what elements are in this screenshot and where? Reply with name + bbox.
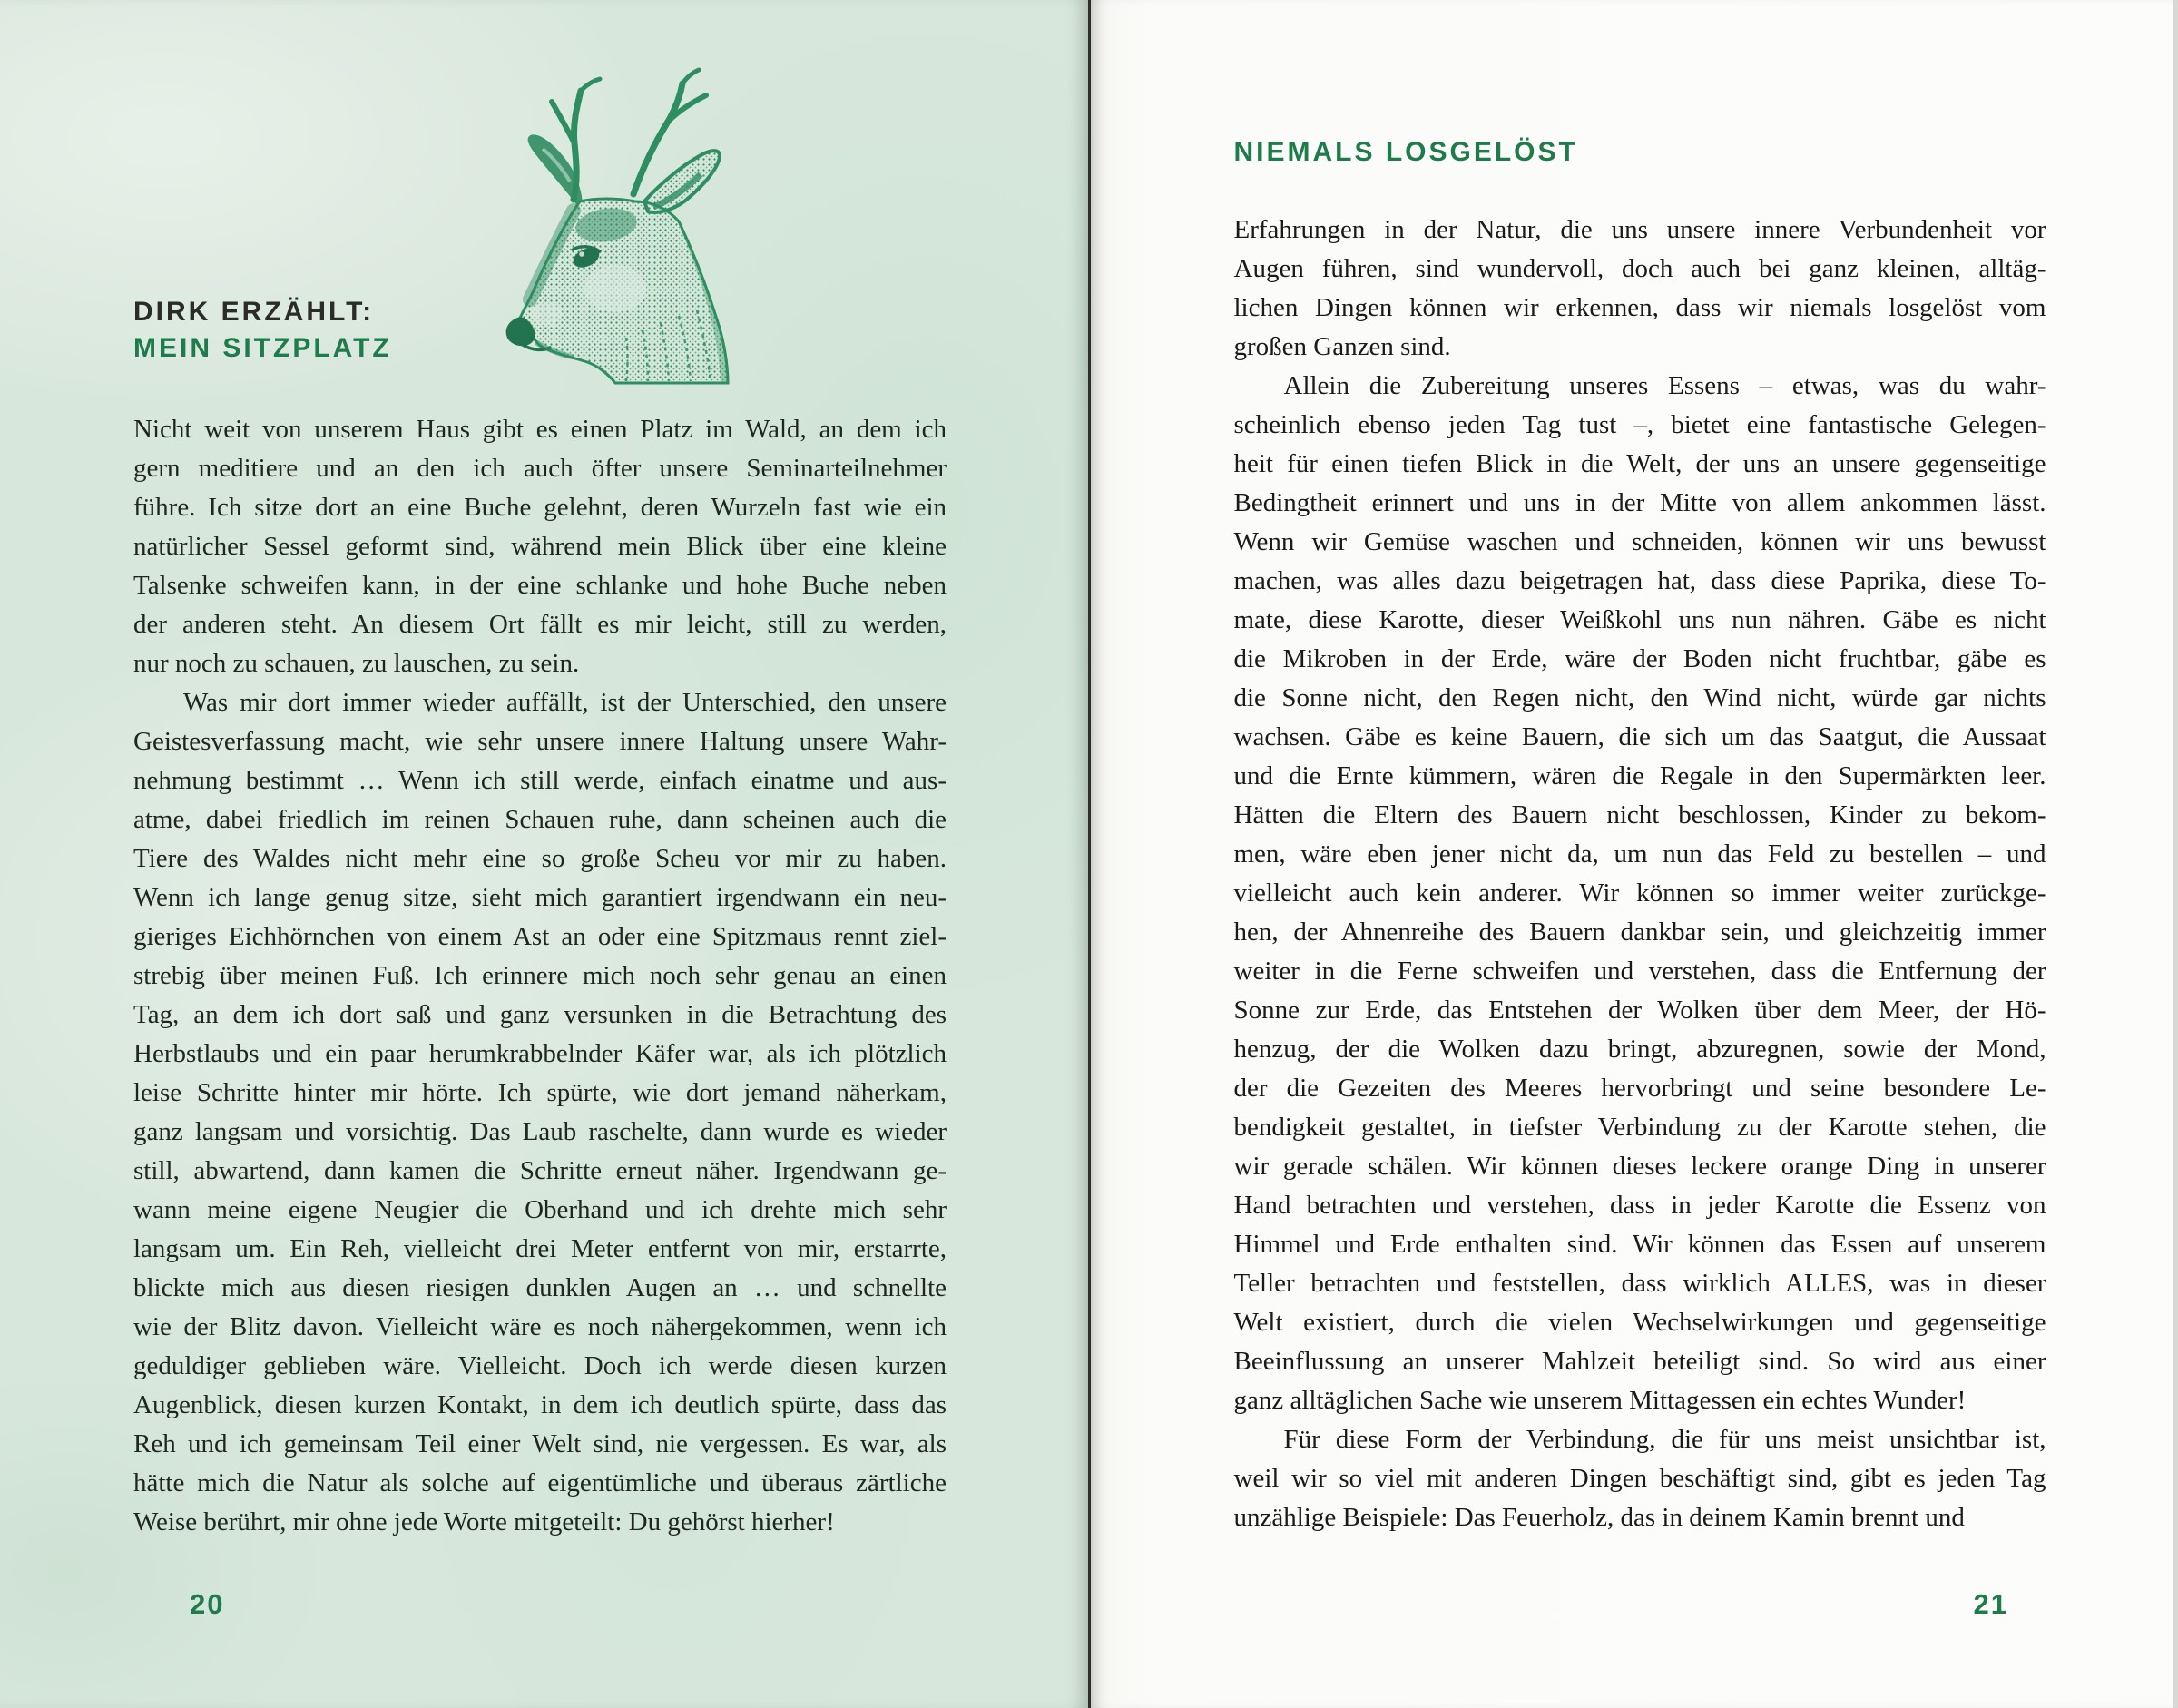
text-line: Nicht weit von unserem Haus gibt es einen Platz im Wald, an dem ich	[133, 415, 947, 444]
text-line: blickte mich aus diesen riesigen dunklen Augen an … und schnellte	[133, 1273, 947, 1302]
page-number-left: 20	[190, 1588, 225, 1620]
text-line: Reh und ich gemeinsam Teil einer Welt sind, nie vergessen. Es war, als	[133, 1429, 947, 1458]
text-line: lichen Dingen können wir erkennen, dass wir niemals losgelöst vom	[1233, 293, 2046, 322]
chapter-title: MEIN SITZPLATZ	[133, 333, 392, 363]
text-line: bendigkeit gestaltet, in tiefster Verbindung zu der Karotte stehen, die	[1233, 1113, 2046, 1142]
text-line: Hätten die Eltern des Bauern nicht beschlossen, Kinder zu bekom-	[1233, 800, 2046, 829]
text-line: Beeinflussung an unserer Mahlzeit beteiligt sind. So wird aus einer	[1233, 1347, 2046, 1376]
text-line: Hand betrachten und verstehen, dass in jeder Karotte die Essenz von	[1233, 1191, 2046, 1220]
text-line: strebig über meinen Fuß. Ich erinnere mich noch sehr genau an einen	[133, 961, 947, 990]
text-line: ganz alltäglichen Sache wie unserem Mittagessen ein echtes Wunder!	[1233, 1386, 1967, 1415]
text-line: Wenn wir Gemüse waschen und schneiden, können wir uns bewusst	[1233, 527, 2046, 556]
text-line: Herbstlaubs und ein paar herumkrabbelnder Käfer war, als ich plötzlich	[133, 1039, 947, 1068]
text-line: Allein die Zubereitung unseres Essens – etwas, was du wahr-	[1283, 371, 2046, 400]
right-page	[1088, 0, 2178, 1708]
text-line: geduldiger geblieben wäre. Vielleicht. Doch ich werde diesen kurzen	[133, 1351, 947, 1380]
text-line: die Sonne nicht, den Regen nicht, den Wind nicht, würde gar nichts	[1233, 683, 2046, 712]
text-line: wie der Blitz davon. Vielleicht wäre es noch nähergekommen, wenn ich	[133, 1312, 947, 1341]
text-line: wann meine eigene Neugier die Oberhand und ich drehte mich sehr	[133, 1195, 947, 1224]
roe-deer-illustration	[490, 65, 735, 385]
text-line: Was mir dort immer wieder auffällt, ist der Unterschied, den unsere	[183, 688, 947, 717]
text-line: weiter in die Ferne schweifen und verstehen, dass die Entfernung der	[1233, 957, 2046, 986]
deer-head-icon	[490, 65, 735, 385]
text-line: Teller betrachten und feststellen, dass wirklich ALLES, was in dieser	[1233, 1269, 2046, 1298]
text-line: henzug, der die Wolken dazu bringt, abzuregnen, sowie der Mond,	[1233, 1035, 2046, 1064]
text-line: ganz langsam und vorsichtig. Das Laub raschelte, dann wurde es wieder	[133, 1117, 947, 1146]
text-line: machen, was alles dazu beigetragen hat, dass diese Paprika, diese To-	[1233, 566, 2046, 595]
text-line: Sonne zur Erde, das Entstehen der Wolken über dem Meer, der Hö-	[1233, 996, 2046, 1025]
text-line: men, wäre eben jener nicht da, um nun das Feld zu bestellen – und	[1233, 839, 2046, 869]
chapter-kicker: DIRK ERZÄHLT:	[133, 297, 375, 327]
text-line: gieriges Eichhörnchen von einem Ast an oder eine Spitzmaus rennt ziel-	[133, 922, 947, 951]
left-page	[0, 0, 1088, 1708]
text-line: scheinlich ebenso jeden Tag tust –, bietet eine fantastische Gelegen-	[1233, 410, 2046, 439]
text-line: mate, diese Karotte, dieser Weißkohl uns nun nähren. Gäbe es nicht	[1233, 605, 2046, 634]
text-line: leise Schritte hinter mir hörte. Ich spürte, wie dort jemand näherkam,	[133, 1078, 947, 1107]
text-line: großen Ganzen sind.	[1233, 332, 1451, 361]
text-line: natürlicher Sessel geformt sind, während mein Blick über eine kleine	[133, 532, 947, 561]
text-line: nur noch zu schauen, zu lauschen, zu sein.	[133, 649, 580, 678]
text-line: führe. Ich sitze dort an eine Buche gelehnt, deren Wurzeln fast wie ein	[133, 493, 947, 522]
text-line: und die Ernte kümmern, wären die Regale in den Supermärkten leer.	[1233, 761, 2046, 790]
text-line: still, abwartend, dann kamen die Schritte erneut näher. Irgendwann ge-	[133, 1156, 947, 1185]
text-line: Wenn ich lange genug sitze, sieht mich garantiert irgendwann ein neu-	[133, 883, 947, 912]
chapter-heading: NIEMALS LOSGELÖST	[1233, 137, 1578, 167]
text-line: heit für einen tiefen Blick in die Welt, der uns an unsere gegenseitige	[1233, 449, 2046, 478]
text-line: Weise berührt, mir ohne jede Worte mitgeteilt: Du gehörst hierher!	[133, 1507, 835, 1536]
text-line: Augenblick, diesen kurzen Kontakt, in dem ich deutlich spürte, dass das	[133, 1390, 947, 1419]
text-line: Tag, an dem ich dort saß und ganz versunken in die Betrachtung des	[133, 1000, 947, 1029]
text-line: Für diese Form der Verbindung, die für uns meist unsichtbar ist,	[1283, 1425, 2046, 1454]
text-line: wachsen. Gäbe es keine Bauern, die sich um das Saatgut, die Aussaat	[1233, 722, 2046, 751]
text-line: weil wir so viel mit anderen Dingen beschäftigt sind, gibt es jeden Tag	[1233, 1464, 2046, 1493]
text-line: der anderen steht. An diesem Ort fällt es mir leicht, still zu werden,	[133, 610, 947, 639]
body-text-left	[133, 410, 947, 1542]
text-line: hen, der Ahnenreihe des Bauern dankbar sein, und gleichzeitig immer	[1233, 918, 2046, 947]
text-line: vielleicht auch kein anderer. Wir können so immer weiter zurückge-	[1233, 879, 2046, 908]
text-line: wir gerade schälen. Wir können dieses leckere orange Ding in unserer	[1233, 1152, 2046, 1181]
text-line: Tiere des Waldes nicht mehr eine so große Scheu vor mir zu haben.	[133, 844, 947, 873]
text-line: die Mikroben in der Erde, wäre der Boden nicht fruchtbar, gäbe es	[1233, 644, 2046, 673]
text-line: nehmung bestimmt … Wenn ich still werde, einfach einatme und aus-	[133, 766, 947, 795]
text-line: der die Gezeiten des Meeres hervorbringt und seine besondere Le-	[1233, 1074, 2046, 1103]
text-line: langsam um. Ein Reh, vielleicht drei Meter entfernt von mir, erstarrte,	[133, 1234, 947, 1263]
text-line: unzählige Beispiele: Das Feuerholz, das in deinem Kamin brennt und	[1233, 1503, 1965, 1532]
text-line: atme, dabei friedlich im reinen Schauen ruhe, dann scheinen auch die	[133, 805, 947, 834]
page-number-right: 21	[1973, 1588, 2008, 1620]
text-line: Himmel und Erde enthalten sind. Wir können das Essen auf unserem	[1233, 1230, 2046, 1259]
text-line: Geistesverfassung macht, wie sehr unsere innere Haltung unsere Wahr-	[133, 727, 947, 756]
text-line: hätte mich die Natur als solche auf eigentümliche und überaus zärtliche	[133, 1468, 947, 1497]
text-line: Augen führen, sind wundervoll, doch auch bei ganz kleinen, alltäg-	[1233, 254, 2046, 283]
text-line: Talsenke schweifen kann, in der eine schlanke und hohe Buche neben	[133, 571, 947, 600]
body-text-right	[1234, 211, 2046, 1537]
text-line: gern meditiere und an den ich auch öfter unsere Seminarteilnehmer	[133, 454, 947, 483]
text-line: Bedingtheit erinnert und uns in der Mitte von allem ankommen lässt.	[1233, 488, 2046, 517]
text-line: Erfahrungen in der Natur, die uns unsere innere Verbundenheit vor	[1233, 215, 2046, 244]
text-line: Welt existiert, durch die vielen Wechselwirkungen und gegenseitige	[1233, 1308, 2046, 1337]
